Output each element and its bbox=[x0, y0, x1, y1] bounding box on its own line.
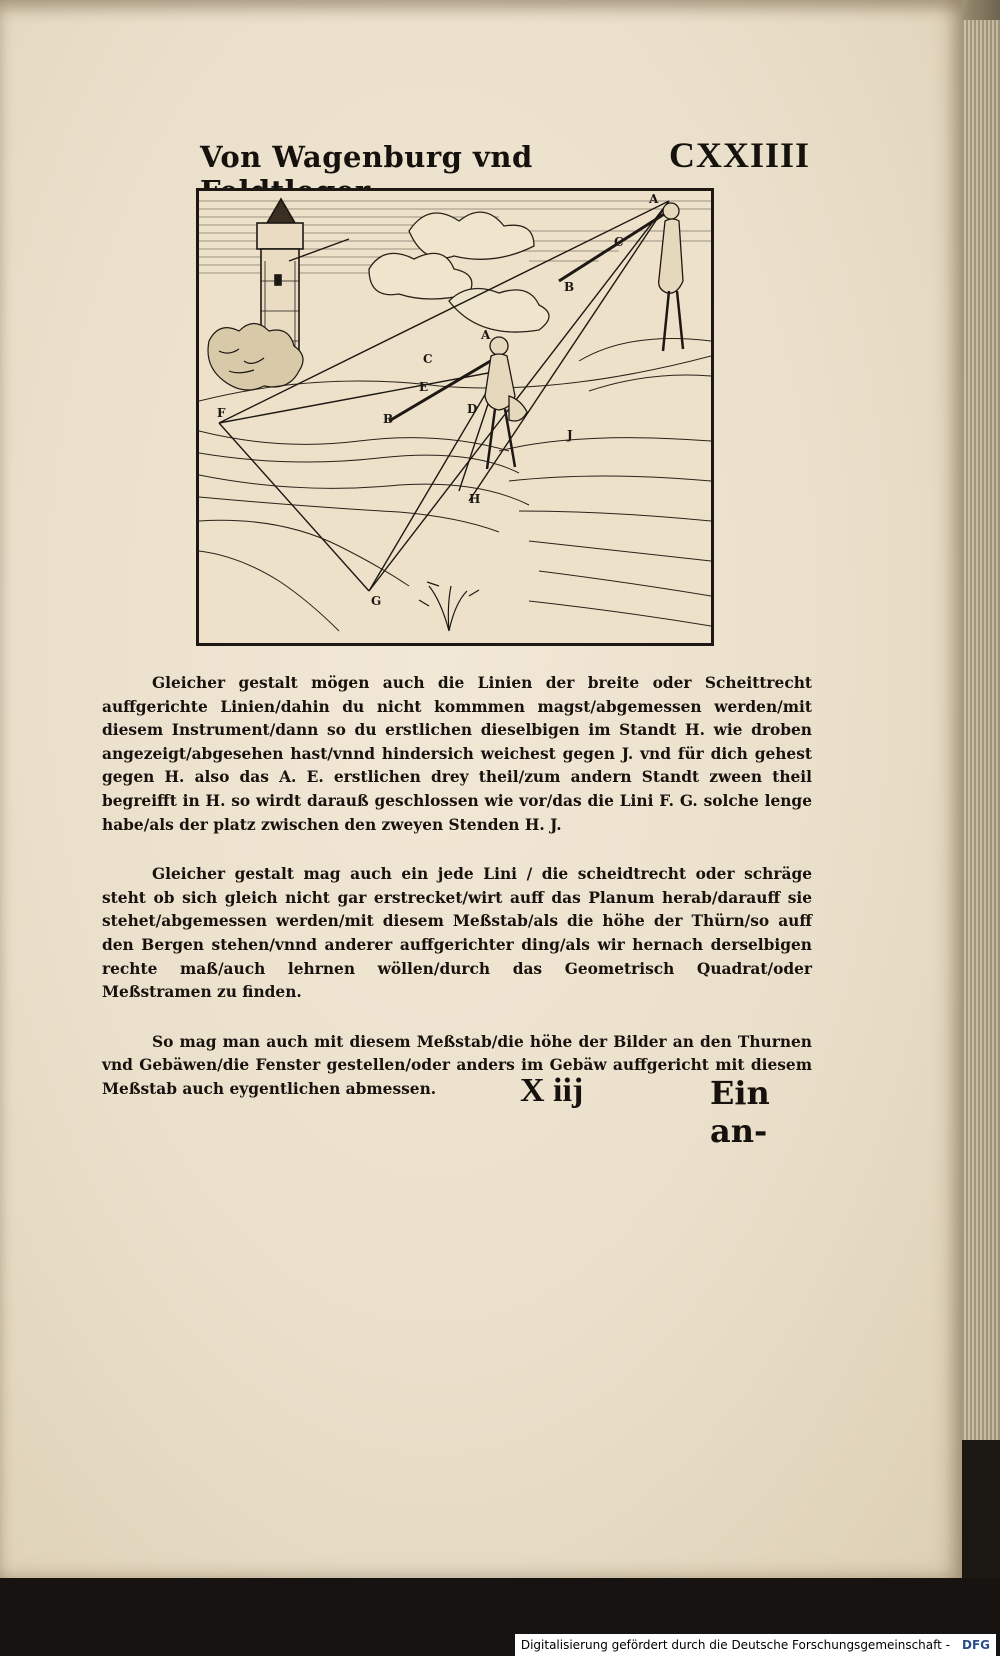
letter-g: G bbox=[371, 594, 382, 608]
running-head bbox=[200, 134, 810, 174]
letter-a-top: A bbox=[649, 192, 659, 206]
signature-mark: X iij bbox=[520, 1072, 584, 1109]
folio-number: CXXIIII bbox=[668, 135, 810, 175]
digitization-credit: Digitalisierung gefördert durch die Deutsche Forschungsgemeinschaft - bbox=[515, 1634, 956, 1656]
letter-h: H bbox=[469, 492, 481, 506]
letter-a-mid: A bbox=[481, 328, 491, 342]
woodcut-drawing bbox=[199, 191, 711, 643]
paragraph-3: So mag man auch mit diesem Meßstab/die höhe der Bilder an den Thurnen vnd Gebäwen/die Fenster gestellen/oder anders im Gebäw auffgericht mit diesem Meßstab auch eygentlichen abmessen. bbox=[102, 1032, 812, 1098]
page-footer bbox=[520, 1072, 820, 1150]
show-through-bottom bbox=[110, 1130, 810, 1330]
paragraph-1: Gleicher gestalt mögen auch die Linien der breite oder Scheittrecht auffgerichte Linien/dahin du nicht kommmen magst/abgemessen werden/mit diesem Instrument/dann so du erstlichen dieselbigen im Standt H. wie droben angezeigt/abgesehen hast/vnnd hindersich weichest gegen J. vnd für dich gehest gegen H. also das A. E. erstlichen drey theil/zum andern Standt zween theil begreifft in H. so wirdt darauß geschlossen wie vor/das die Lini F. G. solche lenge habe/als der platz zwischen den zweyen Stenden H. J. bbox=[102, 674, 812, 834]
dfg-logo: DFG bbox=[956, 1634, 996, 1656]
running-title: Von Wagenburg vnd bbox=[200, 140, 533, 174]
letter-c-mid: C bbox=[423, 352, 433, 366]
clouds bbox=[369, 212, 549, 332]
surveyor-far bbox=[659, 203, 683, 351]
letter-d-mid: D bbox=[467, 402, 478, 416]
woodcut-illustration bbox=[196, 188, 714, 646]
catchword: Ein an- bbox=[710, 1074, 770, 1150]
page-stack bbox=[960, 20, 1000, 1440]
letter-b-top: B bbox=[564, 280, 575, 294]
letter-f: F bbox=[217, 406, 226, 420]
letter-c-top: C bbox=[614, 235, 624, 249]
foreground-plants bbox=[419, 582, 479, 631]
paragraph-2: Gleicher gestalt mag auch ein jede Lini / die scheidtrecht oder schräge steht ob sich gleich nicht gar erstrecket/wirt auff das Planum herab/darauff sie stehet/abgemessen werden/mit diesem Meßstab/als die höhe der Thürn/so auff den Bergen stehen/vnnd anderer auffgerichter ding/als wir hernach derselbigen rechte maß/auch lehrnen wöllen/durch das Geometrisch Quadrat/oder Meßstramen zu finden. bbox=[102, 865, 812, 1002]
letter-j: J bbox=[567, 428, 573, 442]
body-text bbox=[102, 672, 812, 1128]
letter-e-mid: E bbox=[419, 380, 429, 394]
letter-b-mid: B bbox=[383, 412, 394, 426]
